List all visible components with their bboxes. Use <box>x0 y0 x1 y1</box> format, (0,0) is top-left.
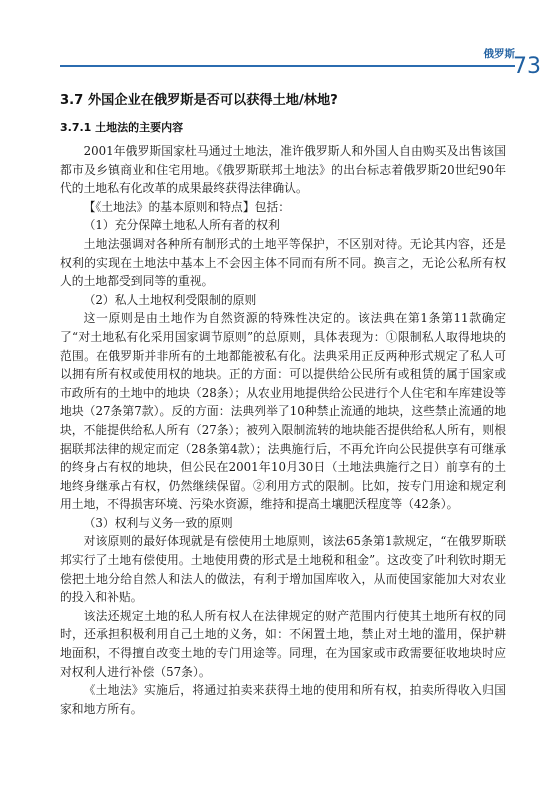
chapter-country-label: 俄罗斯 <box>483 48 515 60</box>
subsection-title: 3.7.1 土地法的主要内容 <box>60 121 184 134</box>
page-number: 73 <box>513 54 541 79</box>
paragraph: 2001年俄罗斯国家杜马通过土地法，准许俄罗斯人和外国人自由购买及出售该国都市及乡镇商业和住宅用地。《俄罗斯联邦土地法》的出台标志着俄罗斯20世纪90年代的土地私有化改革的成果最终获得法律确认。 <box>60 144 506 196</box>
paragraph: 对该原则的最好体现就是有偿使用土地原则，该法65条第1款规定，“在俄罗斯联邦实行了土地有偿使用。土地使用费的形式是土地税和租金”。这改变了叶利钦时期无偿把土地分给自然人和法人的做法，有利于增加国库收入，从而使国家能加大对农业的投入和补贴。 <box>60 534 506 605</box>
principle-heading: （3）权利与义务一致的原则 <box>83 515 233 530</box>
paragraph: 土地法强调对各种所有制形式的土地平等保护，不区别对待。无论其内容，还是权利的实现在土地法中基本上不会因主体不同而有所不同。换言之，无论公私所有权人的土地都受到同等的重视。 <box>60 236 506 289</box>
body-text <box>60 142 506 718</box>
paragraph: 【《土地法》的基本原则和特点】包括： <box>83 199 291 214</box>
paragraph: 《土地法》实施后，将通过拍卖来获得土地的使用和所有权，拍卖所得收入归国家和地方所有。 <box>60 683 506 716</box>
section-title: 3.7 外国企业在俄罗斯是否可以获得土地/林地? <box>60 93 338 108</box>
paragraph: 该法还规定土地的私人所有权人在法律规定的财产范围内行使其土地所有权的同时，还承担积极利用自己土地的义务，如：不闲置土地，禁止对土地的滥用，保护耕地面积，不得擅自改变土地的专门用途等。同理，在为国家或市政需要征收地块时应对权利人进行补偿（57条）。 <box>60 608 506 679</box>
principle-heading: （1）充分保障土地私人所有者的权利 <box>83 218 280 233</box>
header-rule <box>60 65 515 67</box>
principle-heading: （2）私人土地权利受限制的原则 <box>83 292 257 307</box>
paragraph: 这一原则是由土地作为自然资源的特殊性决定的。该法典在第1条第11款确定了“对土地私有化采用国家调节原则”的总原则，具体表现为：①限制私人取得地块的范围。在俄罗斯并非所有的土地都能被私有化。法典采用正反两种形式规定了私人可以拥有所有权或使用权的地块。正的方面：可以提供给公民所有或租赁的属于国家或市政所有的土地中的地块（28条）；从农业用地提供给公民进行个人住宅和车库建设等地块（27条第7款）。反的方面：法典列举了10种禁止流通的地块，这些禁止流通的地块，不能提供给私人所有（27条）；被列入限制流转的地块能否提供给私人所有，则根据联邦法律的规定而定（28条第4款）；法典施行后，不再允许向公民提供享有可继承的终身占有权的地块，但公民在2001年10月30日（土地法典施行之日）前享有的土地终身继承占有权，仍然继续保留。②利用方式的限制。比如，按专门用途和规定利用土地，不得损害环境、污染水资源，维持和提高土壤肥沃程度等（42条）。 <box>60 311 506 512</box>
